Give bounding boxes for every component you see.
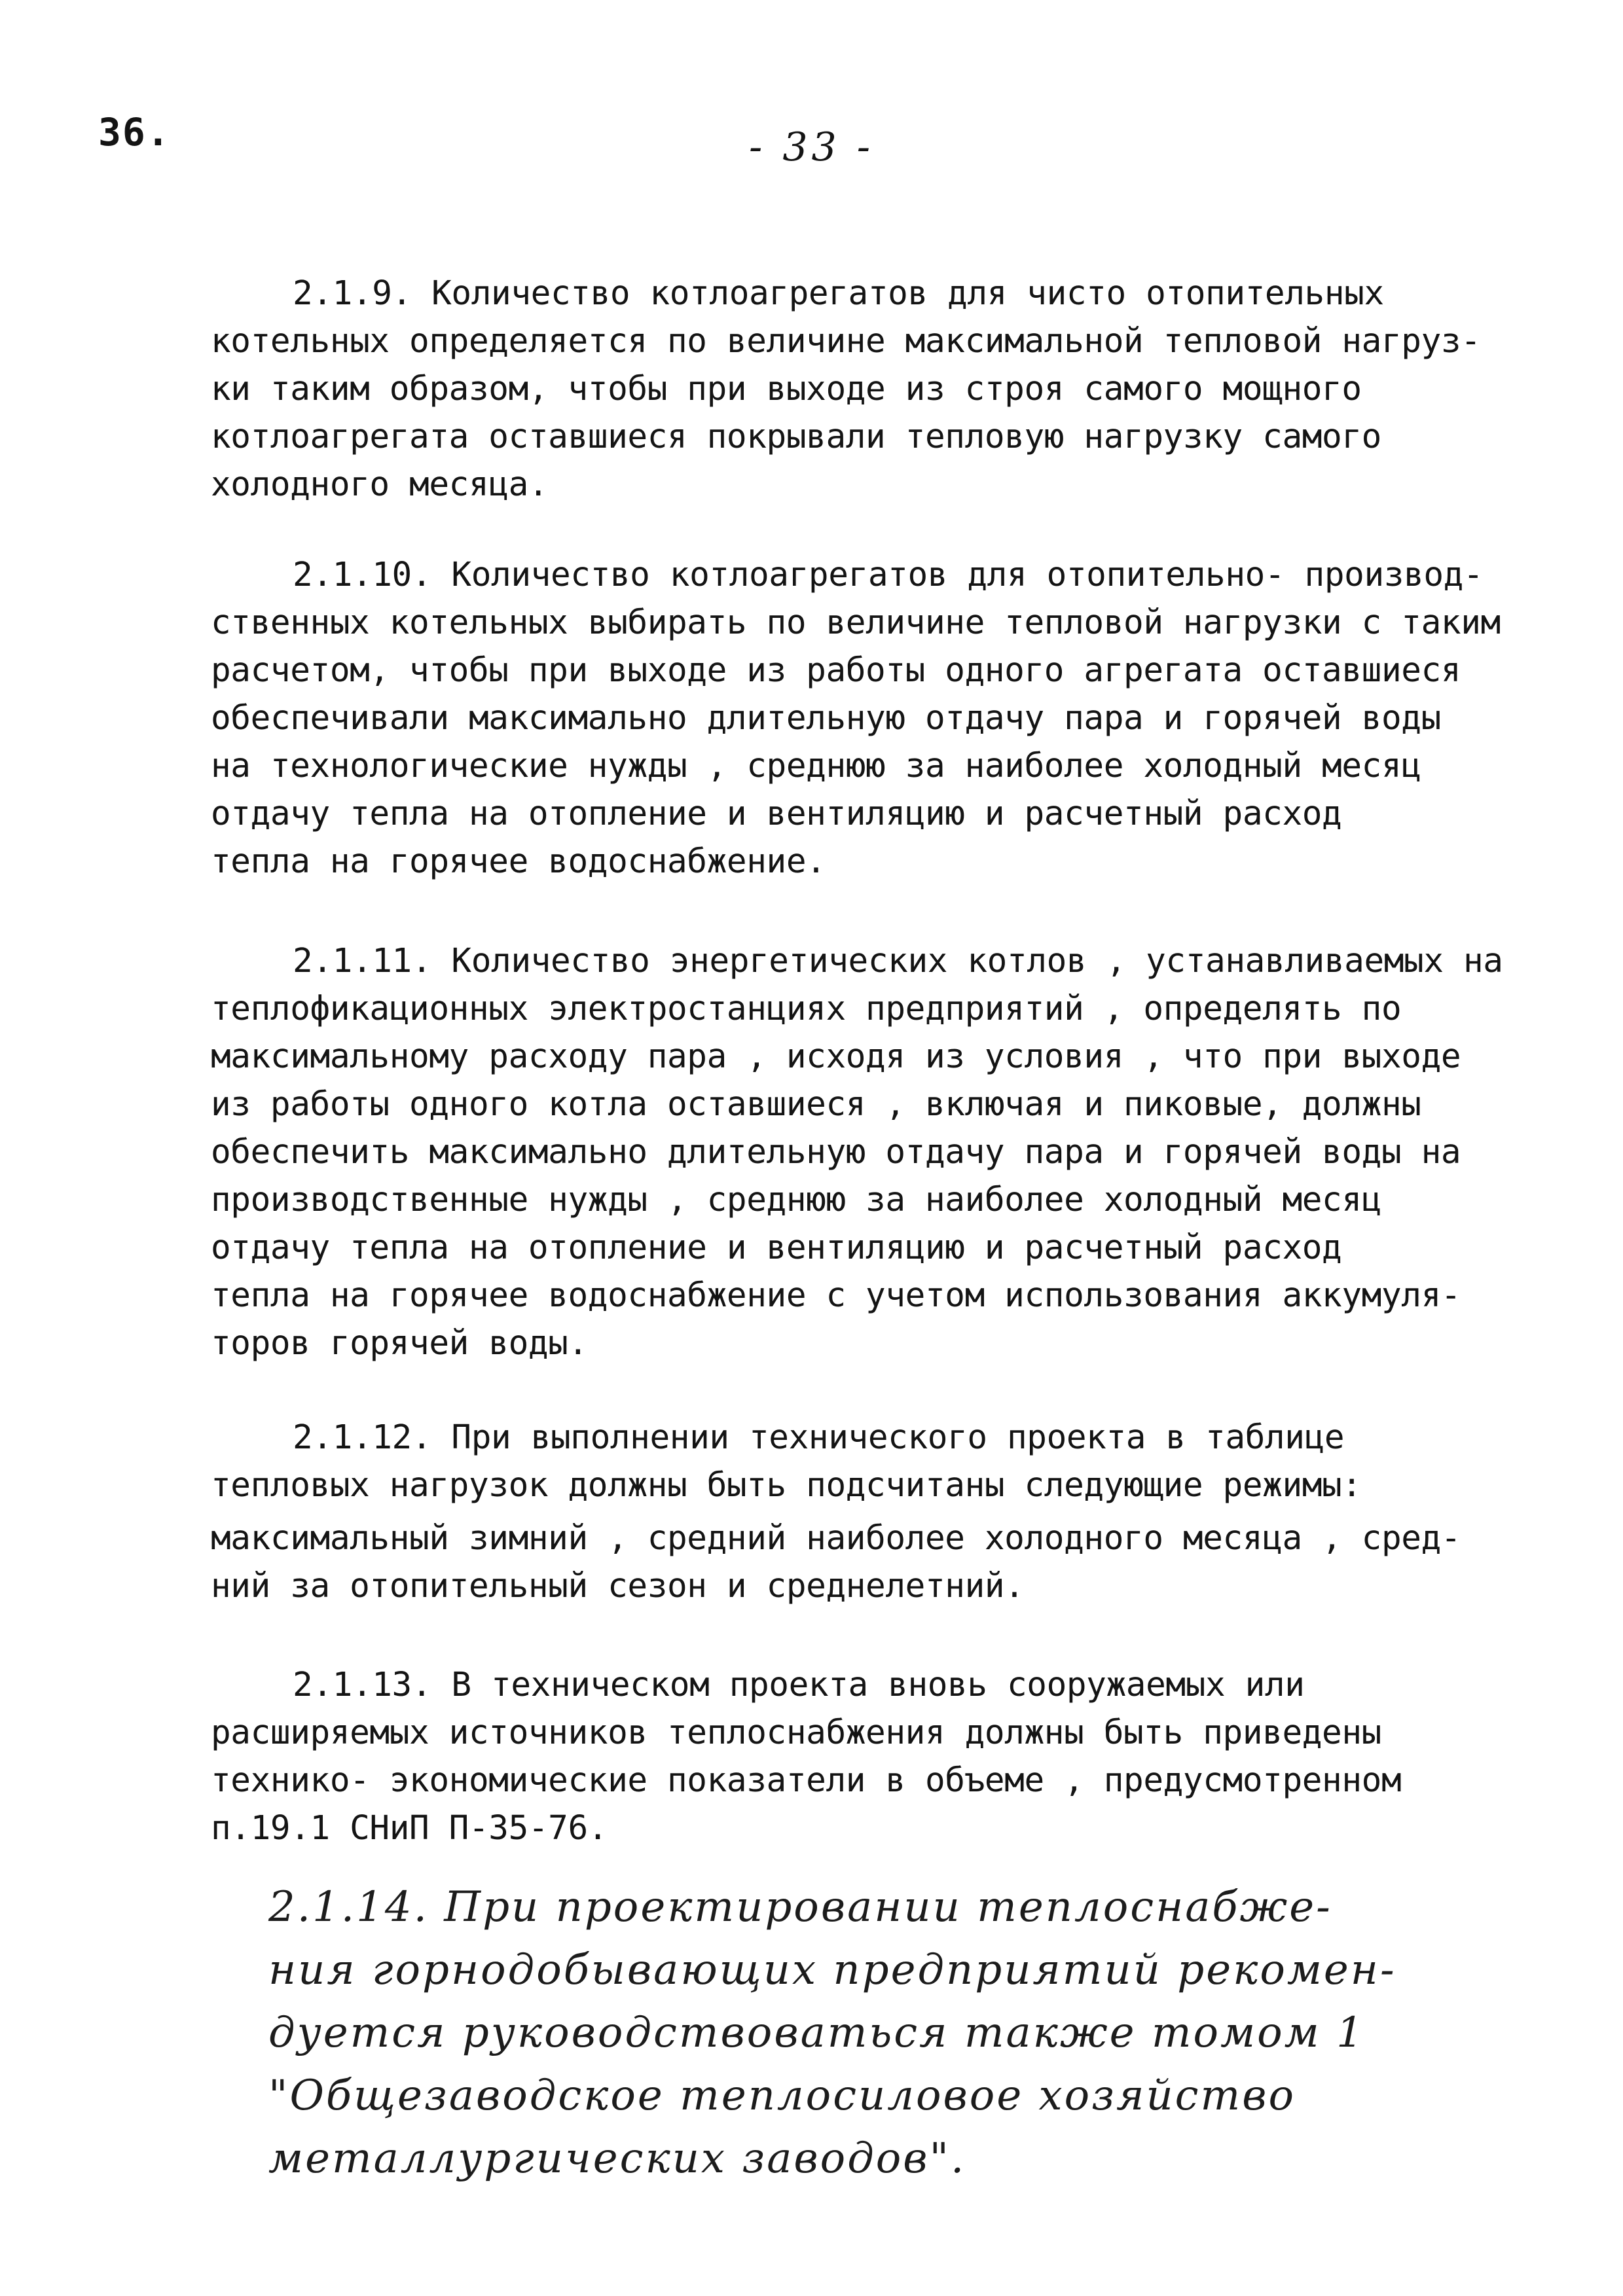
text-line: котельных определяется по величине максимальной тепловой нагруз- [211,322,1481,361]
paragraph-2-1-9 [211,270,1573,509]
handwritten-note [268,1876,1552,2190]
text-line: холодного месяца. [211,465,549,504]
text-line: котлоагрегата оставшиеся покрывали тепловую нагрузку самого [211,418,1381,456]
text-line: технико- экономические показатели в объеме , предусмотренном [211,1761,1402,1800]
text-line: 2.1.11. Количество энергетических котлов , устанавливаемых на [293,942,1503,980]
handwritten-line: ния горнодобывающих предприятий рекомен- [268,1946,1396,1994]
text-line: ки таким образом, чтобы при выходе из строя самого мощного [211,370,1362,408]
text-line: расширяемых источников теплоснабжения должны быть приведены [211,1713,1381,1752]
text-line: расчетом, чтобы при выходе из работы одного агрегата оставшиеся [211,651,1461,690]
paragraph-2-1-13 [211,1661,1573,1852]
paragraph-2-1-11 [211,937,1573,1367]
text-line: п.19.1 СНиП П-35-76. [211,1809,608,1848]
handwritten-line: металлургических заводов". [268,2134,966,2183]
text-line: тепла на горячее водоснабжение. [211,842,826,881]
text-line: отдачу тепла на отопление и вентиляцию и расчетный расход [211,1229,1342,1267]
text-line: на технологические нужды , среднюю за наиболее холодный месяц [211,747,1421,785]
page-number: - 33 - [748,124,875,170]
text-line: 2.1.13. В техническом проекта вновь сооружаемых или [293,1666,1305,1704]
text-line: тепла на горячее водоснабжение с учетом использования аккумуля- [211,1276,1461,1315]
text-line: максимальному расходу пара , исходя из условия , что при выходе [211,1037,1461,1076]
text-line: обеспечивали максимально длительную отдачу пара и горячей воды [211,699,1441,738]
text-line: ственных котельных выбирать по величине тепловой нагрузки с таким [211,603,1501,642]
text-line: торов горячей воды. [211,1324,588,1363]
paragraph-2-1-12 [211,1414,1573,1610]
text-line: отдачу тепла на отопление и вентиляцию и расчетный расход [211,795,1342,833]
text-line: тепловых нагрузок должны быть подсчитаны следующие режимы: [211,1466,1362,1505]
text-line: 2.1.9. Количество котлоагрегатов для чисто отопительных [293,274,1384,313]
text-line: 2.1.10. Количество котлоагрегатов для отопительно- производ- [293,556,1484,594]
archive-sheet-number: 36. [98,110,171,154]
text-line: максимальный зимний , средний наиболее холодного месяца , сред- [211,1519,1461,1558]
text-line: производственные нужды , среднюю за наиболее холодный месяц [211,1181,1381,1219]
text-line: обеспечить максимально длительную отдачу пара и горячей воды на [211,1133,1461,1172]
handwritten-line: "Общезаводское теплосиловое хозяйство [268,2072,1296,2120]
text-line: 2.1.12. При выполнении технического проекта в таблице [293,1418,1345,1457]
handwritten-line: дуется руководствоваться также томом 1 [268,2009,1365,2057]
text-line: из работы одного котла оставшиеся , включая и пиковые, должны [211,1085,1421,1124]
paragraph-2-1-10 [211,551,1573,886]
handwritten-line: 2.1.14. При проектировании теплоснабже- [268,1883,1332,1931]
text-line: ний за отопительный сезон и среднелетний. [211,1567,1025,1605]
text-line: теплофикационных электростанциях предприятий , определять по [211,990,1402,1028]
